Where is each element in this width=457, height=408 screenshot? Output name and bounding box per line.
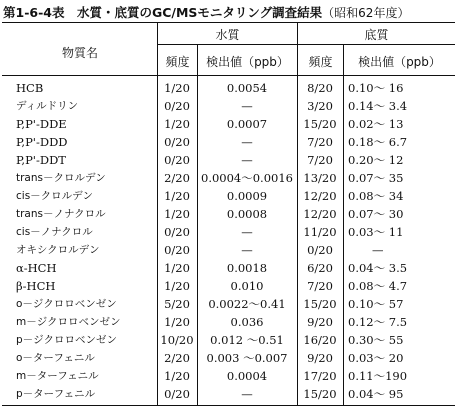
table-top-rule [2, 22, 455, 23]
table-row [0, 386, 457, 402]
water-frequency: 10/20 [160, 333, 194, 347]
water-detected-value: 0.0008 [226, 207, 268, 221]
sediment-frequency: 15/20 [303, 297, 337, 311]
water-detected-header: 検出値（ppb） [206, 55, 289, 69]
water-detected-value: 0.0004～0.0016 [201, 171, 293, 185]
water-detected-value: — [241, 243, 253, 257]
water-frequency-header: 頻度 [165, 55, 190, 69]
sediment-detected-value: 0.10～ 57 [348, 297, 404, 311]
water-detected-value: 0.0018 [226, 261, 268, 275]
water-frequency: 1/20 [164, 117, 190, 131]
water-frequency: 1/20 [164, 261, 190, 275]
table-row [0, 242, 457, 258]
sediment-detected-value: 0.18～ 6.7 [348, 135, 408, 149]
water-frequency: 1/20 [164, 369, 190, 383]
substance-name: β-HCH [16, 279, 56, 293]
water-detected-value: 0.0054 [226, 81, 268, 95]
table-row [0, 134, 457, 150]
water-frequency: 0/20 [164, 99, 190, 113]
water-frequency: 0/20 [164, 243, 190, 257]
water-frequency: 2/20 [164, 351, 190, 365]
table-row [0, 260, 457, 276]
sediment-frequency: 16/20 [303, 333, 337, 347]
water-detected-value: 0.010 [230, 279, 264, 293]
water-frequency: 1/20 [164, 279, 190, 293]
sediment-frequency-header: 頻度 [308, 55, 333, 69]
sediment-detected-value: — [372, 243, 384, 257]
table-row [0, 80, 457, 96]
water-frequency: 1/20 [164, 315, 190, 329]
substance-name: cis－ノナクロル [16, 226, 93, 238]
table-row [0, 224, 457, 240]
sediment-detected-value: 0.03～ 11 [348, 225, 404, 239]
table-bottom-rule [2, 405, 455, 406]
water-frequency: 1/20 [164, 189, 190, 203]
substance-name: p－ターフェニル [16, 388, 96, 400]
water-detected-value: 0.0004 [226, 369, 268, 383]
table-title [3, 3, 409, 21]
sediment-frequency: 7/20 [307, 279, 333, 293]
table-row [0, 332, 457, 348]
table-row [0, 206, 457, 222]
table-row [0, 296, 457, 312]
substance-name: HCB [16, 81, 44, 95]
water-detected-value: — [241, 153, 253, 167]
water-detected-value: 0.036 [230, 315, 264, 329]
substance-name: m－ターフェニル [16, 370, 99, 382]
table-row [0, 116, 457, 132]
water-frequency: 1/20 [164, 81, 190, 95]
sediment-detected-value: 0.10～ 16 [348, 81, 404, 95]
water-frequency: 0/20 [164, 225, 190, 239]
substance-name: o－ターフェニル [16, 352, 95, 364]
sediment-frequency: 11/20 [303, 225, 337, 239]
water-detected-value: — [241, 387, 253, 401]
sediment-frequency: 12/20 [303, 207, 337, 221]
sediment-frequency: 8/20 [307, 81, 333, 95]
water-detected-value: 0.0022～0.41 [208, 297, 286, 311]
table-row [0, 368, 457, 384]
sediment-frequency: 7/20 [307, 153, 333, 167]
water-detected-value: 0.003 ～0.007 [206, 351, 288, 365]
sediment-frequency: 15/20 [303, 387, 337, 401]
sediment-frequency: 15/20 [303, 117, 337, 131]
substance-name: P,P'-DDT [16, 153, 66, 167]
water-frequency: 5/20 [164, 297, 190, 311]
water-frequency: 1/20 [164, 207, 190, 221]
substance-name: trans－ノナクロル [16, 208, 106, 220]
sediment-frequency: 17/20 [303, 369, 337, 383]
water-detected-value: 0.0009 [226, 189, 268, 203]
sediment-detected-value: 0.08～ 4.7 [348, 279, 408, 293]
substance-name: o－ジクロロベンゼン [16, 298, 117, 310]
sediment-detected-value: 0.03～ 20 [348, 351, 404, 365]
water-frequency: 0/20 [164, 153, 190, 167]
sediment-detected-value: 0.12～ 7.5 [348, 315, 408, 329]
table-title-year: （昭和62年度） [322, 6, 410, 20]
table-row [0, 152, 457, 168]
sediment-detected-value: 0.08～ 34 [348, 189, 404, 203]
substance-name: P,P'-DDD [16, 135, 68, 149]
water-detected-value: — [241, 135, 253, 149]
water-detected-value: — [241, 99, 253, 113]
table-row [0, 170, 457, 186]
sediment-detected-value: 0.02～ 13 [348, 117, 404, 131]
substance-name: P,P'-DDE [16, 117, 67, 131]
table-row [0, 278, 457, 294]
table-title-main: 第1-6-4表 水質・底質のGC/MSモニタリング調査結果 [3, 5, 323, 20]
substance-name: α-HCH [16, 261, 57, 275]
sediment-detected-value: 0.14～ 3.4 [348, 99, 408, 113]
substance-name: ディルドリン [16, 100, 79, 112]
substance-name: trans－クロルデン [16, 172, 106, 184]
water-detected-value: — [241, 225, 253, 239]
sediment-detected-header: 検出値（ppb） [358, 55, 441, 69]
sediment-detected-value: 0.04～ 3.5 [348, 261, 408, 275]
header-bottom-rule [2, 75, 455, 76]
substance-name: cis－クロルデン [16, 190, 93, 202]
table-row [0, 350, 457, 366]
water-detected-value: 0.012 ～0.51 [210, 333, 284, 347]
table-row [0, 98, 457, 114]
water-frequency: 0/20 [164, 387, 190, 401]
table-row [0, 314, 457, 330]
water-header: 水質 [215, 28, 240, 42]
sediment-frequency: 7/20 [307, 135, 333, 149]
water-detected-value: 0.0007 [226, 117, 268, 131]
sediment-frequency: 9/20 [307, 315, 333, 329]
sediment-frequency: 9/20 [307, 351, 333, 365]
sediment-frequency: 0/20 [307, 243, 333, 257]
table-row [0, 188, 457, 204]
sediment-frequency: 13/20 [303, 171, 337, 185]
substance-name: p－ジクロロベンゼン [16, 334, 117, 346]
header-divider-rule [157, 44, 455, 45]
substance-name: m－ジクロロベンゼン [16, 316, 121, 328]
sediment-detected-value: 0.04～ 95 [348, 387, 404, 401]
sediment-frequency: 6/20 [307, 261, 333, 275]
sediment-frequency: 3/20 [307, 99, 333, 113]
water-frequency: 2/20 [164, 171, 190, 185]
sediment-detected-value: 0.11～190 [348, 369, 408, 383]
sediment-header: 底質 [364, 28, 389, 42]
sediment-frequency: 12/20 [303, 189, 337, 203]
sediment-detected-value: 0.20～ 12 [348, 153, 404, 167]
sediment-detected-value: 0.07～ 30 [348, 207, 404, 221]
sediment-detected-value: 0.07～ 35 [348, 171, 404, 185]
water-frequency: 0/20 [164, 135, 190, 149]
substance-header: 物質名 [61, 46, 98, 60]
substance-name: オキシクロルデン [16, 244, 100, 256]
sediment-detected-value: 0.30～ 55 [348, 333, 404, 347]
